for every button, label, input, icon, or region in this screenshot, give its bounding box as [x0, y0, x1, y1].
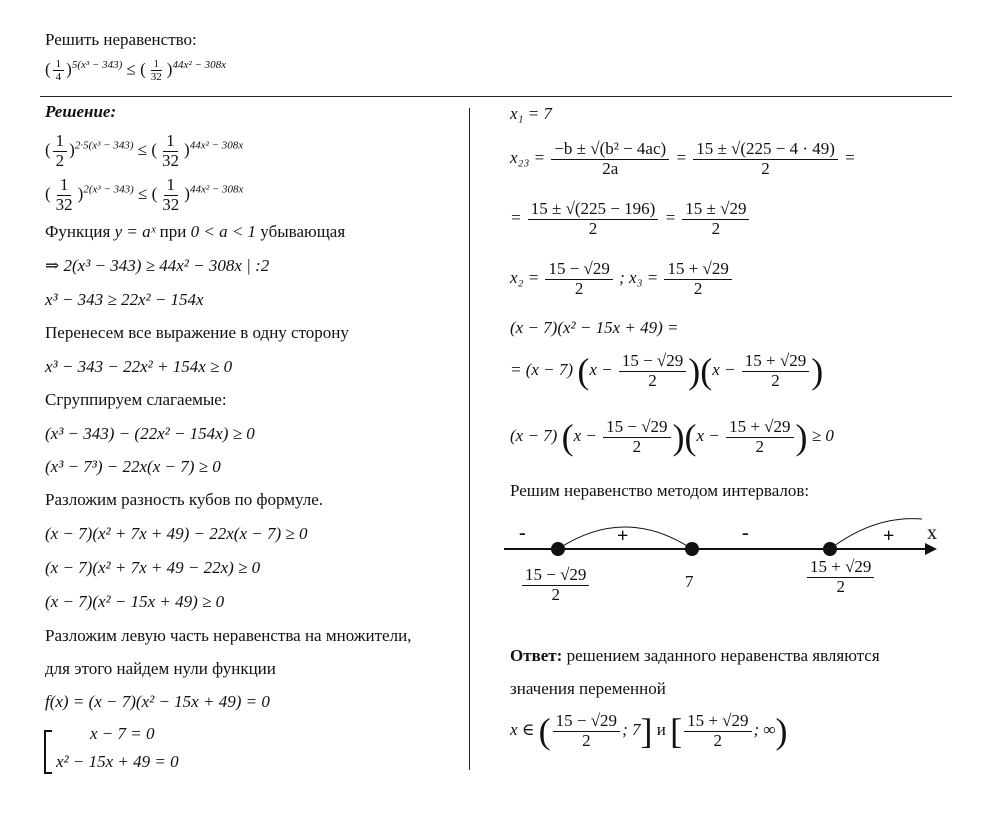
sign-minus-2: -: [742, 522, 749, 544]
axis-label: x: [927, 522, 937, 544]
line-f: (x − 7)(x² + 7x + 49 − 22x) ≥ 0: [45, 558, 261, 577]
system-eq-1: x − 7 = 0: [90, 724, 155, 743]
text-intervals: Решим неравенство методом интервалов:: [510, 481, 810, 500]
sign-plus-1: +: [617, 525, 629, 547]
point-label-2: 7: [685, 572, 694, 591]
answer-line-1: Ответ: решением заданного неравенства являются: [510, 646, 880, 665]
line-e: (x − 7)(x² + 7x + 49) − 22x(x − 7) ≥ 0: [45, 524, 308, 543]
x23-line-1: x₂₃ = $\frac{\text{−b ± √(b² − 4ac)}}{2a}$ = $\frac{15 \pm √(225 - 4 \cdot 49)}{2}$ =: [510, 139, 856, 178]
header-divider: [40, 96, 952, 97]
task-inequality: ( $\frac{1}{4}$ )$^{5(x^3 - 343)}$ ≤ ( $\frac{1}{32}$ )$^{44x^2 - 308x}$: [45, 58, 226, 84]
point-root-2: [685, 542, 699, 556]
interval-arc-2: [830, 519, 922, 549]
line-c: (x³ − 343) − (22x² − 154x) ≥ 0: [45, 424, 255, 443]
text-cubes: Разложим разность кубов по формуле.: [45, 490, 324, 509]
text-factor-1: Разложим левую часть неравенства на множители,: [45, 626, 412, 645]
text-transfer: Перенесем все выражение в одну сторону: [45, 323, 349, 342]
text-factor-2: для этого найдем нули функции: [45, 659, 276, 678]
line-d: (x³ − 7³) − 22x(x − 7) ≥ 0: [45, 457, 221, 476]
point-root-1: [551, 542, 565, 556]
line-g: (x − 7)(x² − 15x + 49) ≥ 0: [45, 592, 225, 611]
answer-line-2: значения переменной: [510, 679, 666, 698]
product-inequality: (x − 7) (x − $\frac{15 - √29}{2}$ )(x − $\frac{15 + √29}{2}$ ) ≥ 0: [510, 417, 834, 458]
sign-minus-1: -: [519, 522, 526, 544]
system-eq-2: x² − 15x + 49 = 0: [56, 752, 179, 771]
point-label-3: $\frac{15 + √29}{2}$: [805, 558, 876, 596]
task-heading: Решить неравенство:: [45, 30, 197, 49]
point-label-1: $\frac{15 - √29}{2}$: [520, 566, 591, 604]
root-x1: x₁ = 7: [510, 104, 552, 123]
sign-plus-2: +: [883, 525, 895, 547]
function-statement: Функция y = aˣ при 0 < a < 1 убывающая: [45, 222, 346, 241]
line-b: x³ − 343 − 22x² + 154x ≥ 0: [45, 357, 233, 376]
line-h: f(x) = (x − 7)(x² − 15x + 49) = 0: [45, 692, 270, 711]
point-root-3: [823, 542, 837, 556]
roots-x2-x3: x₂ = $\frac{15 - √29}{2}$ ; x₃ = $\frac{15 + √29}{2}$: [510, 260, 734, 298]
solution-label: Решение:: [45, 102, 117, 121]
product-line: (x − 7)(x² − 15x + 49) =: [510, 318, 679, 337]
step-1: ( $\frac{1}{2}$ )$^{2\cdot 5(x^3 - 343)}$ ≤ ( $\frac{1}{32}$ )$^{44x^2 - 308x}$: [45, 131, 244, 170]
product-factored: = (x − 7) (x − $\frac{15 - √29}{2}$ )(x − $\frac{15 + √29}{2}$ ): [510, 351, 824, 392]
column-divider: [469, 108, 470, 770]
x23-line-2: = $\frac{15 \pm √(225 - 196)}{2}$ = $\frac{15 \pm √29}{2}$: [510, 200, 751, 238]
line-a: x³ − 343 ≥ 22x² − 154x: [45, 290, 204, 309]
text-group: Сгруппируем слагаемые:: [45, 390, 227, 409]
step-2: ( $\frac{1}{32}$ )$^{2(x^3 - 343)}$ ≤ ( $\frac{1}{32}$ )$^{44x^2 - 308x}$: [45, 175, 244, 214]
implies-line: ⇒ 2(x³ − 343) ≥ 44x² − 308x | :2: [45, 256, 270, 275]
system-bracket: [44, 730, 52, 774]
answer-set: x ∈ ( $\frac{15 - √29}{2}$ ; 7] и [ $\frac{15 + √29}{2}$ ; ∞): [510, 711, 788, 752]
